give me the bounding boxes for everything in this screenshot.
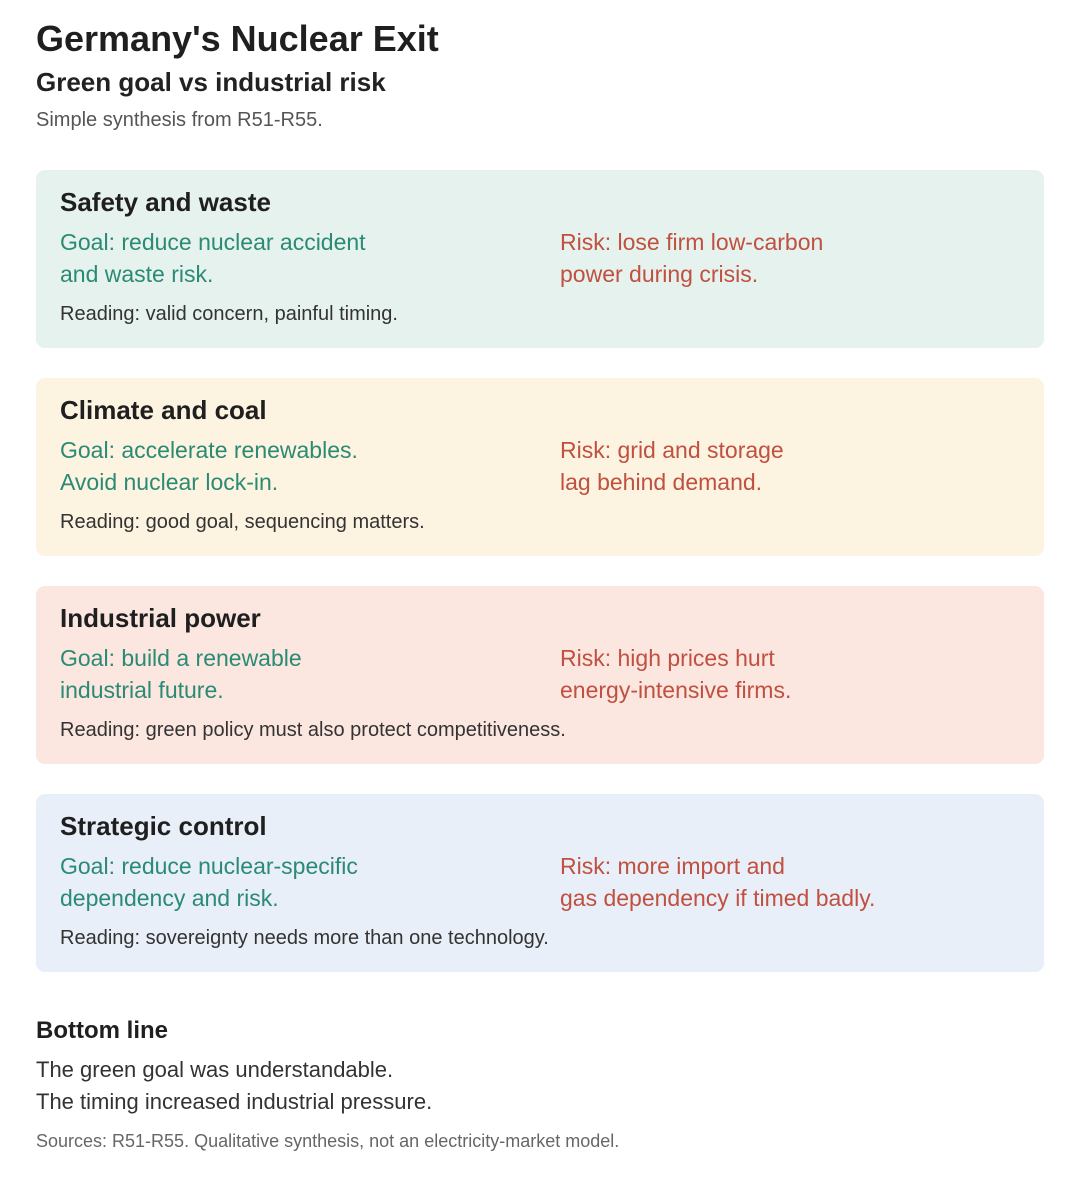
card-reading: Reading: sovereignty needs more than one technology.: [60, 927, 549, 949]
card-risk: [560, 226, 1020, 290]
card-title: Strategic control: [60, 811, 267, 841]
card-title: Industrial power: [60, 603, 261, 633]
goal-line: Goal: reduce nuclear-specific: [60, 853, 358, 879]
risk-line: Risk: more import and: [560, 853, 785, 879]
card-reading: Reading: good goal, sequencing matters.: [60, 511, 425, 533]
card-goal: [60, 226, 500, 290]
card-climate-and-coal: [36, 378, 1044, 556]
goal-line: Avoid nuclear lock-in.: [60, 469, 279, 495]
card-risk: [560, 850, 1020, 914]
sources-note: Sources: R51-R55. Qualitative synthesis, not an electricity-market model.: [36, 1131, 620, 1151]
card-title: Safety and waste: [60, 187, 271, 217]
card-reading: Reading: green policy must also protect competitiveness.: [60, 719, 566, 741]
card-safety-and-waste: [36, 170, 1044, 348]
goal-line: Goal: build a renewable: [60, 645, 302, 671]
risk-line: Risk: lose firm low-carbon: [560, 229, 824, 255]
card-title: Climate and coal: [60, 395, 267, 425]
bottom-line-heading: Bottom line: [36, 1017, 168, 1044]
bottom-line-text: [36, 1054, 432, 1118]
card-goal: [60, 642, 500, 706]
risk-line: lag behind demand.: [560, 469, 763, 495]
bottom-line-sentence: The green goal was understandable.: [36, 1057, 394, 1082]
card-reading: Reading: valid concern, painful timing.: [60, 303, 398, 325]
goal-line: industrial future.: [60, 677, 224, 703]
risk-line: energy-intensive firms.: [560, 677, 792, 703]
goal-line: dependency and risk.: [60, 885, 279, 911]
risk-line: Risk: high prices hurt: [560, 645, 775, 671]
card-goal: [60, 850, 500, 914]
card-strategic-control: [36, 794, 1044, 972]
risk-line: Risk: grid and storage: [560, 437, 784, 463]
risk-line: gas dependency if timed badly.: [560, 885, 876, 911]
goal-line: Goal: reduce nuclear accident: [60, 229, 366, 255]
page-subtitle: Green goal vs industrial risk: [36, 67, 386, 97]
risk-line: power during crisis.: [560, 261, 759, 287]
card-risk: [560, 434, 1020, 498]
card-risk: [560, 642, 1020, 706]
goal-line: and waste risk.: [60, 261, 214, 287]
bottom-line-sentence: The timing increased industrial pressure.: [36, 1089, 433, 1114]
intro-text: Simple synthesis from R51-R55.: [36, 109, 323, 131]
page-title: Germany's Nuclear Exit: [36, 18, 439, 59]
card-goal: [60, 434, 500, 498]
card-industrial-power: [36, 586, 1044, 764]
goal-line: Goal: accelerate renewables.: [60, 437, 358, 463]
